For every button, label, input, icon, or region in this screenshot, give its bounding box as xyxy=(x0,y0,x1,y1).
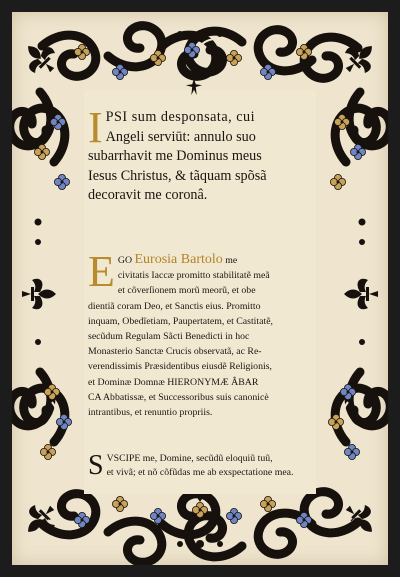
text-line: CA Abbatissæ, et Successoribus suis canonicè xyxy=(88,391,269,403)
text-line: decoravit me coronâ. xyxy=(88,187,208,204)
text-line: et cõverſionem morũ meorũ, et obe xyxy=(117,285,256,297)
dropcap-s: S xyxy=(88,450,104,481)
text-line: Monasterio Sanctæ Crucis observatã, ac Re- xyxy=(88,346,262,358)
text-line: inquam, Obedĩetiam, Paupertatem, et Castitatẽ, xyxy=(88,315,273,327)
text-line: et Dominæ Domnæ HIERONYMÆ ÂBAR xyxy=(88,376,259,388)
text-line: subarrhavit me Dominus meus xyxy=(88,148,262,165)
text-line: PSI sum desponsata, cui xyxy=(105,109,256,125)
text-line: Iesus Christus, & tãquam spõsã xyxy=(88,167,267,184)
fleur-de-lis-icon xyxy=(22,279,56,310)
cross-pattee-icon xyxy=(185,78,203,96)
first-line-tail: me xyxy=(225,255,238,266)
dropcap-i: I xyxy=(88,103,103,152)
dropcap-e: E xyxy=(88,247,115,296)
nun-name: Eurosia Bartolo xyxy=(134,252,223,267)
manuscript-page xyxy=(12,12,388,565)
first-word: GO xyxy=(117,255,133,266)
text-line: Angeli serviūt: annulo suo xyxy=(105,128,256,145)
text-line: et vivã; et nõ cõfũdas me ab exspectatione mea. xyxy=(106,467,294,479)
text-line-name xyxy=(88,252,312,268)
text-line: secũdum Regulam Sãcti Benedicti in hoc xyxy=(88,331,250,343)
vow-paragraph-1 xyxy=(88,103,312,206)
text-line: intrantibus, et renuntio propriis. xyxy=(88,407,213,419)
text-line: VSCIPE me, Domine, secũdũ eloquiũ tuũ, xyxy=(106,453,273,464)
text-line: dientiã coram Deo, et Sanctis eius. Promitto xyxy=(88,300,261,312)
vow-paragraph-3 xyxy=(88,452,312,480)
fleur-de-lis-icon xyxy=(344,279,378,310)
text-line: civitatis Iaccæ promitto stabilitatẽ meã xyxy=(117,270,270,282)
vow-paragraph-2 xyxy=(88,247,312,420)
text-line: verendissimis Præsidentibus eiusdẽ Religionis, xyxy=(88,361,272,373)
